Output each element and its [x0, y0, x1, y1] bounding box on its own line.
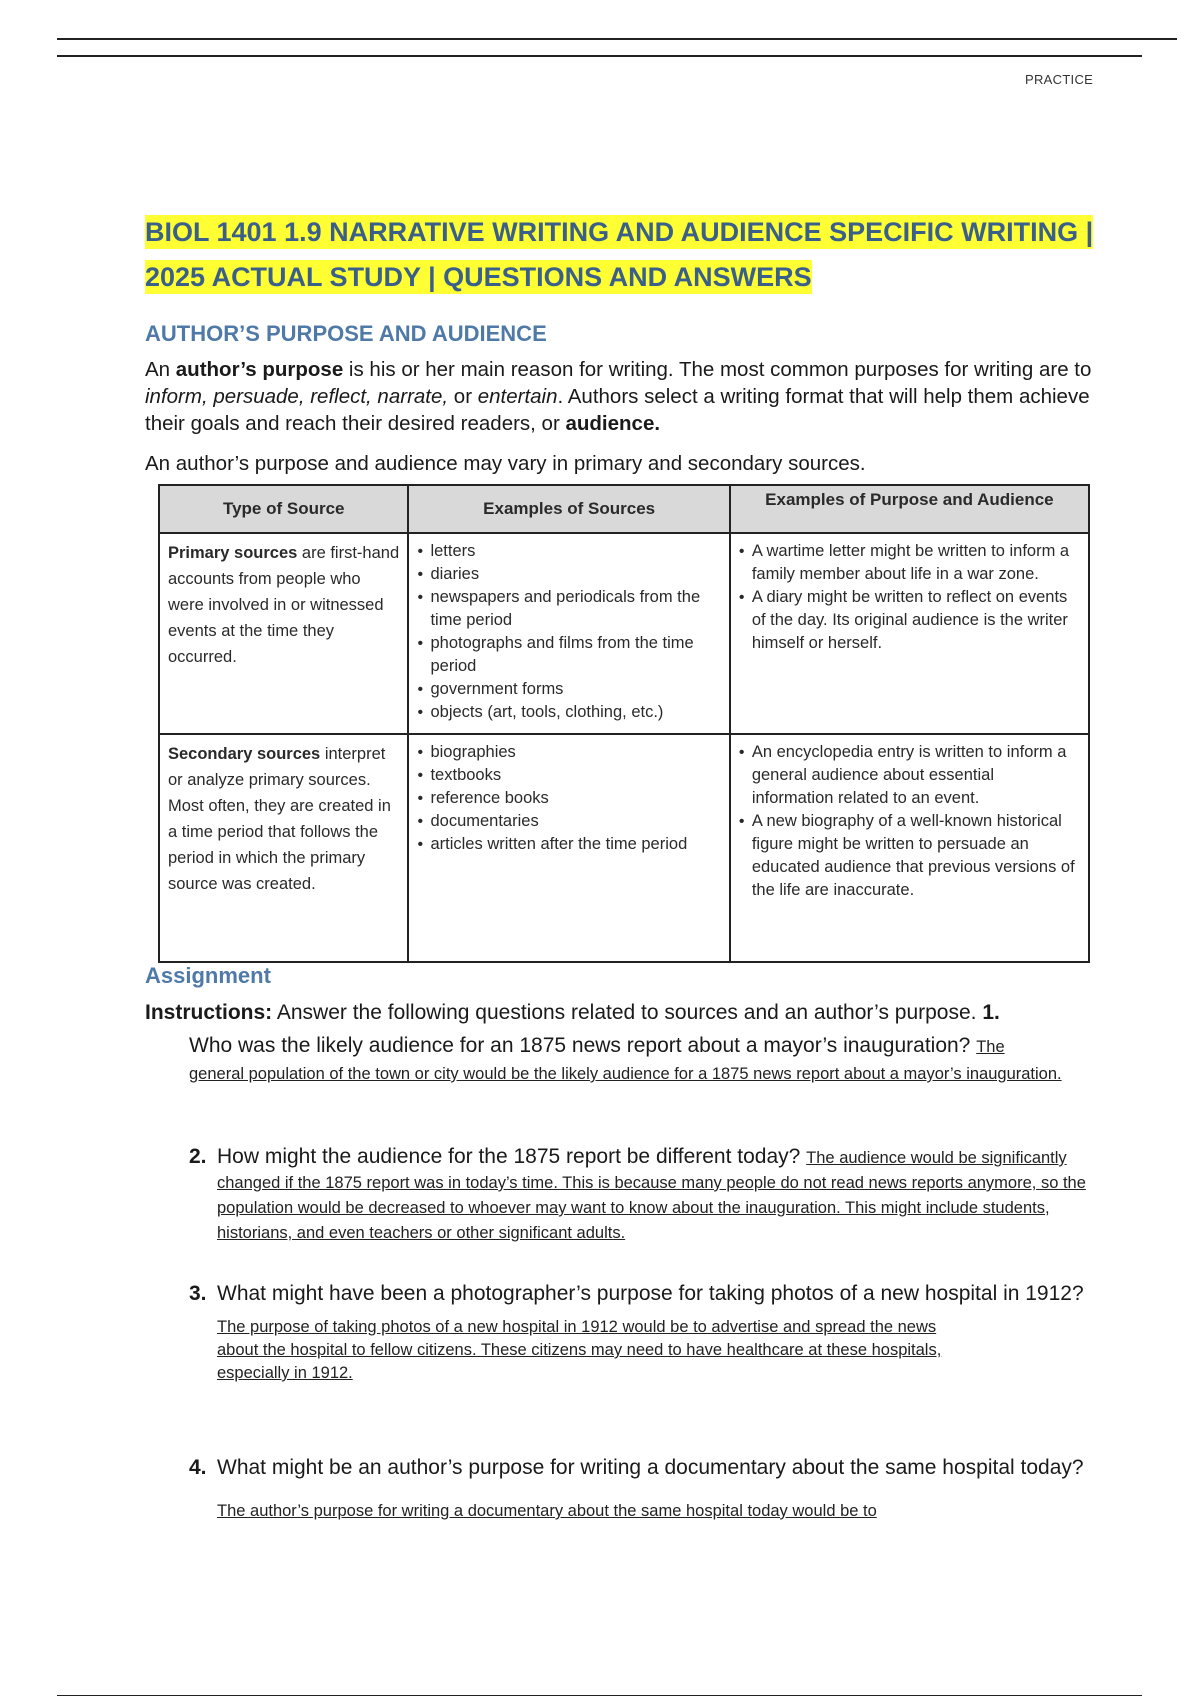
question-3-text: What might have been a photographer’s purpose for taking photos of a new hospital in 1912? — [217, 1282, 1084, 1305]
column-header: Type of Source — [159, 485, 408, 533]
instructions-paragraph: Instructions: Answer the following questions related to sources and an author’s purpose. 1. Who was the likely audience for an 1875 news report about a mayor’s inauguration? The — [145, 1001, 1005, 1057]
footer-rule — [57, 1695, 1142, 1696]
question-1-text: Who was the likely audience for an 1875 news report about a mayor’s inauguration? The — [189, 1034, 1005, 1057]
source-type-cell: Primary sources are first-hand accounts from people who were involved in or witnessed events at the time they occurred. — [159, 533, 408, 734]
list-item: • letters — [417, 540, 720, 563]
source-type-cell: Secondary sources interpret or analyze primary sources. Most often, they are created in a time period that follows the period in which the primary source was created. — [159, 734, 408, 962]
document-title — [145, 210, 1095, 300]
examples-list — [417, 540, 720, 724]
question-3 — [189, 1280, 1089, 1385]
purpose-audience-cell — [730, 734, 1089, 962]
table-row — [159, 533, 1089, 734]
list-item: • government forms — [417, 678, 720, 701]
list-item: • reference books — [417, 787, 720, 810]
question-4-text: What might be an author’s purpose for writing a documentary about the same hospital today? — [217, 1456, 1084, 1479]
answer-1-start: The — [976, 1038, 1005, 1056]
answer-4: The author’s purpose for writing a documentary about the same hospital today would be to — [217, 1502, 877, 1520]
purposes-list — [739, 741, 1080, 902]
list-item: • A wartime letter might be written to inform a family member about life in a war zone. — [739, 540, 1080, 586]
list-item: • textbooks — [417, 764, 720, 787]
table-row — [159, 734, 1089, 962]
instructions-label: Instructions: — [145, 1001, 273, 1024]
term-authors-purpose: author’s purpose — [175, 358, 344, 381]
question-number: 3. — [189, 1282, 207, 1305]
list-item: • diaries — [417, 563, 720, 586]
answer-1: general population of the town or city would be the likely audience for a 1875 news report about a mayor’s inauguration. — [189, 1065, 1062, 1083]
answer-3: The purpose of taking photos of a new hospital in 1912 would be to advertise and spread the news about the hospital to fellow citizens. These citizens may need to have healthcare at these hospitals, especially in 1912. — [217, 1318, 942, 1382]
list-item: • documentaries — [417, 810, 720, 833]
title-highlight: BIOL 1401 1.9 NARRATIVE WRITING AND AUDIENCE SPECIFIC WRITING | 2025 ACTUAL STUDY | QUESTIONS AND ANSWERS — [145, 217, 1094, 292]
column-header: Examples of Sources — [408, 485, 729, 533]
question-number: 4. — [189, 1456, 207, 1479]
purpose-audience-cell — [730, 533, 1089, 734]
list-item: • An encyclopedia entry is written to inform a general audience about essential information related to an event. — [739, 741, 1080, 810]
section-heading-purpose: AUTHOR’S PURPOSE AND AUDIENCE — [145, 321, 547, 346]
column-header: Examples of Purpose and Audience — [730, 485, 1089, 533]
sources-table — [158, 484, 1090, 963]
intro-paragraph: An author’s purpose is his or her main reason for writing. The most common purposes for writing are to inform, persuade, reflect, narrate, or entertain. Authors select a writing format that will help them achieve their goals and reach their desired readers, or audience. — [145, 358, 1092, 435]
header-rule-bottom — [57, 55, 1142, 57]
question-2 — [189, 1145, 1089, 1245]
purposes-list — [739, 540, 1080, 655]
list-item: • A diary might be written to reflect on events of the day. Its original audience is the writer himself or herself. — [739, 586, 1080, 655]
intro-paragraph-2: An author’s purpose and audience may vary in primary and secondary sources. — [145, 452, 866, 475]
question-4 — [189, 1447, 1089, 1532]
header-rule-top — [57, 38, 1177, 40]
section-heading-assignment: Assignment — [145, 963, 271, 988]
question-number: 2. — [189, 1145, 207, 1168]
source-examples-cell — [408, 734, 729, 962]
list-item: • photographs and films from the time period — [417, 632, 720, 678]
question-2-text: How might the audience for the 1875 report be different today? — [217, 1145, 807, 1168]
examples-list — [417, 741, 720, 856]
list-item: • objects (art, tools, clothing, etc.) — [417, 701, 720, 724]
question-number: 1. — [982, 1001, 1000, 1024]
answer-2: The audience would be significantly changed if the 1875 report was in today’s time. This is because many people do not read news reports anymore, so the population would be decreased to whoever may want to know about the inauguration. This might include students, historians, and even teachers or other significant adults. — [217, 1149, 1086, 1242]
list-item: • A new biography of a well-known historical figure might be written to persuade an educated audience that previous versions of the life are inaccurate. — [739, 810, 1080, 902]
table-header-row — [159, 485, 1089, 533]
source-examples-cell — [408, 533, 729, 734]
list-item: • biographies — [417, 741, 720, 764]
list-item: • newspapers and periodicals from the time period — [417, 586, 720, 632]
practice-label: PRACTICE — [1025, 72, 1094, 87]
list-item: • articles written after the time period — [417, 833, 720, 856]
term-audience: audience. — [565, 412, 661, 435]
